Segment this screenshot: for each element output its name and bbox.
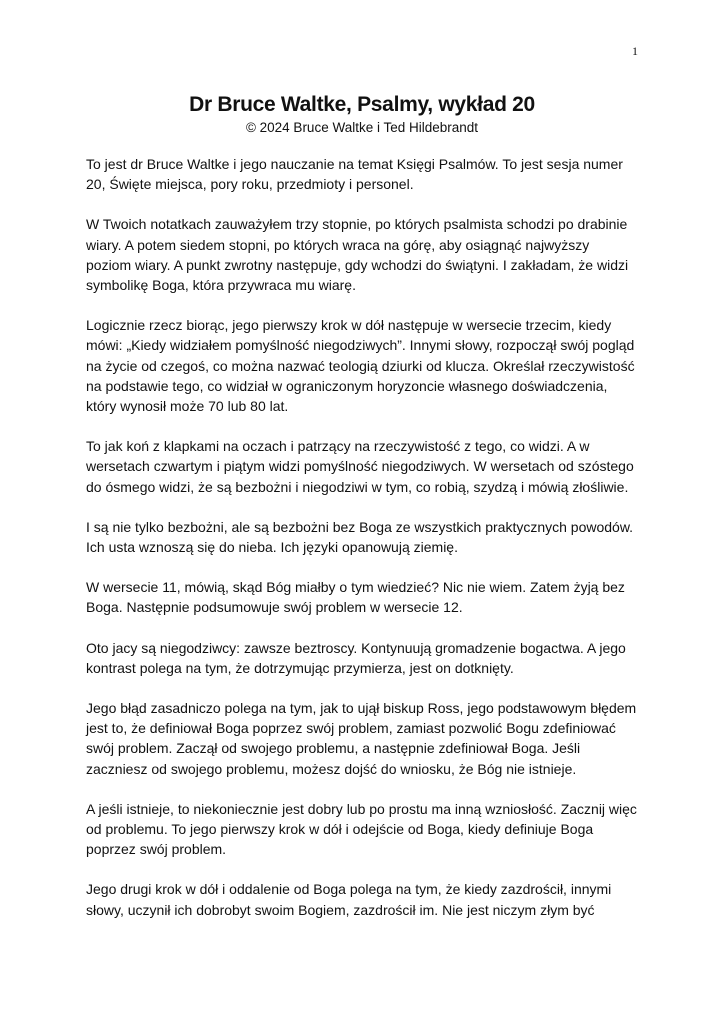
paragraph: I są nie tylko bezbożni, ale są bezbożni bez Boga ze wszystkich praktycznych powodów. Ich usta wznoszą się do nieba. Ich języki opanowują ziemię.: [86, 518, 634, 556]
paragraph: Jego błąd zasadniczo polega na tym, jak to ujął biskup Ross, jego podstawowym błędem jest to, że definiował Boga poprzez swój problem, zamiast pozwolić Bogu zdefiniować swój problem. Zaczął od swojego problemu, a następnie zdefiniował Boga. Jeśli zaczniesz od swojego problemu, możesz dojść do wniosku, że Bóg nie istnieje.: [86, 700, 637, 777]
document-body: [86, 154, 638, 940]
copyright-line: © 2024 Bruce Waltke i Ted Hildebrandt: [245, 120, 479, 135]
document-title: Dr Bruce Waltke, Psalmy, wykład 20: [189, 93, 535, 116]
paragraph: Jego drugi krok w dół i oddalenie od Boga polega na tym, że kiedy zazdrościł, innymi słowy, uczynił ich dobrobyt swoim Bogiem, zazdrościł im. Nie jest niczym złym być: [86, 881, 612, 918]
paragraph: Oto jacy są niegodziwcy: zawsze beztroscy. Kontynuują gromadzenie bogactwa. A jego kontrast polega na tym, że dotrzymując przymierza, jest on dotknięty.: [86, 639, 626, 676]
document-header: [86, 92, 638, 137]
page-number: 1: [632, 44, 638, 58]
paragraph: To jest dr Bruce Waltke i jego nauczanie na temat Księgi Psalmów. To jest sesja numer 20, Święte miejsca, pory roku, przedmioty i personel.: [86, 156, 623, 193]
paragraph: W wersecie 11, mówią, skąd Bóg miałby o tym wiedzieć? Nic nie wiem. Zatem żyją bez Boga. Następnie podsumowuje swój problem w wersecie 12.: [86, 579, 625, 616]
paragraph: A jeśli istnieje, to niekoniecznie jest dobry lub po prostu ma inną wzniosłość. Zacznij więc od problemu. To jego pierwszy krok w dół i odejście od Boga, kiedy definiuje Boga poprzez swój problem.: [86, 800, 637, 858]
paragraph: To jak koń z klapkami na oczach i patrzący na rzeczywistość z tego, co widzi. A w wersetach czwartym i piątym widzi pomyślność niegodziwych. W wersetach od szóstego do ósmego widzi, że są bezbożni i niegodziwi w tym, co robią, szydzą i mówią złośliwie.: [86, 438, 634, 495]
paragraph: Logicznie rzecz biorąc, jego pierwszy krok w dół następuje w wersecie trzecim, kiedy mówi: „Kiedy widziałem pomyślność niegodziwych”. Innymi słowy, rozpoczął swój pogląd na życie od czegoś, co można nazwać teologią dziurki od klucza. Określał rzeczywistość na podstawie tego, co widział w ograniczonym horyzoncie własnego doświadczenia, który wynosił może 70 lub 80 lat.: [86, 317, 635, 415]
paragraph: W Twoich notatkach zauważyłem trzy stopnie, po których psalmista schodzi po drabinie wiary. A potem siedem stopni, po których wraca na górę, aby osiągnąć najwyższy poziom wiary. A punkt zwrotny następuje, gdy wchodzi do świątyni. I zakładam, że widzi symbolikę Boga, która przywraca mu wiarę.: [86, 216, 629, 294]
